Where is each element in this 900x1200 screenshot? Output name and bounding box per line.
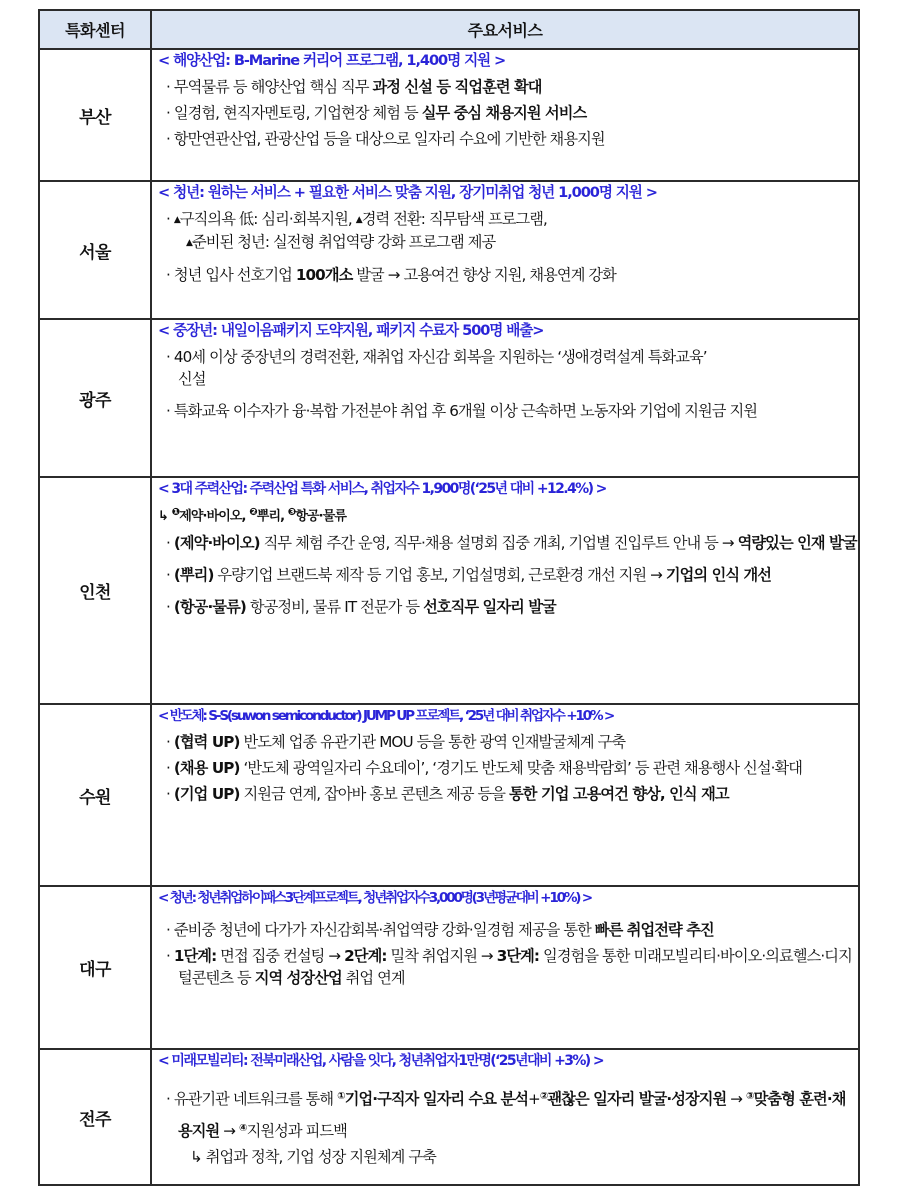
- center-name: 대구: [39, 886, 151, 1049]
- center-name: 전주: [39, 1049, 151, 1185]
- specialized-center-table: [38, 9, 860, 1186]
- table-row-daegu: [39, 886, 859, 1049]
- service-cell: [151, 319, 859, 477]
- service-item: · 일경험, 현직자멘토링, 기업현장 체험 등 실무 중심 채용지원 서비스: [166, 104, 587, 122]
- service-item: · ▲구직의욕 低: 심리·회복지원, ▲경력 전환: 직무탐색 프로그램,: [166, 210, 547, 228]
- service-item: · (기업 UP) 지원금 연계, 잡아바 홍보 콘텐츠 제공 등을 통한 기업 고용여건 향상, 인식 재고: [166, 785, 729, 803]
- center-name: 인천: [39, 477, 151, 704]
- center-name: 광주: [39, 319, 151, 477]
- service-cell: [151, 49, 859, 181]
- arrow-icon: ↳: [158, 509, 168, 524]
- table-row-gwangju: [39, 319, 859, 477]
- center-name: 수원: [39, 704, 151, 886]
- center-name: 부산: [39, 49, 151, 181]
- service-cell: [151, 1049, 859, 1185]
- table-row-suwon: [39, 704, 859, 886]
- header-services: 주요서비스: [151, 10, 859, 49]
- table-row-seoul: [39, 181, 859, 319]
- industry-subhead: ↳ $^❶$제약·바이오, $^❷$뿌리, $^❸$항공·물류: [158, 507, 347, 524]
- service-item: · 특화교육 이수자가 융·복합 가전분야 취업 후 6개월 이상 근속하면 노동자와 기업에 지원금 지원: [166, 402, 757, 420]
- service-cell: [151, 477, 859, 704]
- triangle-bullet-icon: ▲: [355, 215, 362, 225]
- program-title: < 해양산업: B-Marine 커리어 프로그램, 1,400명 지원 >: [158, 52, 506, 69]
- service-item: · 무역물류 등 해양산업 핵심 직무 과정 신설 등 직업훈련 확대: [166, 78, 542, 96]
- triangle-bullet-icon: ▲: [186, 238, 193, 248]
- service-item: · (뿌리) 우량기업 브랜드북 제작 등 기업 홍보, 기업설명회, 근로환경 개선 지원 → 기업의 인식 개선: [166, 566, 772, 584]
- service-cell: [151, 886, 859, 1049]
- table-header-row: [39, 10, 859, 49]
- service-item: · 40세 이상 중장년의 경력전환, 재취업 자신감 회복을 지원하는 ‘생애경력설계 특화교육’ 신설: [166, 348, 707, 388]
- program-title: < 청년: 원하는 서비스 + 필요한 서비스 맞춤 지원, 장기미취업 청년 1,000명 지원 >: [158, 184, 657, 201]
- center-name: 서울: [39, 181, 151, 319]
- service-cell: [151, 704, 859, 886]
- header-center: 특화센터: [39, 10, 151, 49]
- program-title: < 미래모빌리티: 전북미래산업, 사람을 잇다, 청년취업자1만명(‘25년대비 +3%) >: [158, 1053, 603, 1069]
- service-item: · 유관기관 네트워크를 통해 ①기업·구직자 일자리 수요 분석+②괜찮은 일자리 발굴·성장지원 → ③맞춤형 훈련·채용지원 → ④지원성과 피드백: [166, 1090, 846, 1140]
- service-item: ▲준비된 청년: 실전형 취업역량 강화 프로그램 제공: [186, 233, 496, 251]
- service-item: · 항만연관산업, 관광산업 등을 대상으로 일자리 수요에 기반한 채용지원: [166, 130, 605, 148]
- service-item: · (협력 UP) 반도체 업종 유관기관 MOU 등을 통한 광역 인재발굴체계 구축: [166, 733, 626, 751]
- table-row-jeonju: [39, 1049, 859, 1185]
- arrow-icon: ↳: [190, 1148, 202, 1166]
- service-item: · 청년 입사 선호기업 100개소 발굴 → 고용여건 향상 지원, 채용연계 강화: [166, 266, 616, 284]
- service-item: · (제약·바이오) 직무 체험 주간 운영, 직무·채용 설명회 집중 개최, 기업별 진입루트 안내 등 → 역량있는 인재 발굴: [166, 534, 857, 552]
- triangle-bullet-icon: ▲: [173, 215, 180, 225]
- service-item: · 준비중 청년에 다가가 자신감회복·취업역량 강화·일경험 제공을 통한 빠른 취업전략 추진: [166, 921, 714, 939]
- service-item: · 1단계: 면접 집중 컨설팅 → 2단계: 밀착 취업지원 → 3단계: 일경험을 통한 미래모빌리티·바이오·의료헬스·디지털콘텐츠 등 지역 성장산업 취업 연계: [166, 947, 852, 987]
- program-title: < 3대 주력산업: 주력산업 특화 서비스, 취업자수 1,900명(‘25년 대비 +12.4%) >: [158, 481, 606, 497]
- program-title: < 중장년: 내일이음패키지 도약지원, 패키지 수료자 500명 배출>: [158, 322, 544, 339]
- service-item: ↳ 취업과 정착, 기업 성장 지원체계 구축: [190, 1148, 436, 1166]
- service-cell: [151, 181, 859, 319]
- program-title: < 반도체: S-S(suwon semiconductor) JUMP UP 프로젝트, ‘25년 대비 취업자수 +10% >: [158, 708, 614, 724]
- service-item: · (항공·물류) 항공정비, 물류 IT 전문가 등 선호직무 일자리 발굴: [166, 598, 556, 616]
- service-item: · (채용 UP) ‘반도체 광역일자리 수요데이’, ‘경기도 반도체 맞춤 채용박람회’ 등 관련 채용행사 신설·확대: [166, 759, 803, 777]
- table-row-busan: [39, 49, 859, 181]
- table-row-incheon: [39, 477, 859, 704]
- program-title: < 청년: 청년취업하이패스3단계프로젝트, 청년취업자수3,000명(3년평균대비 +10%) >: [158, 890, 591, 906]
